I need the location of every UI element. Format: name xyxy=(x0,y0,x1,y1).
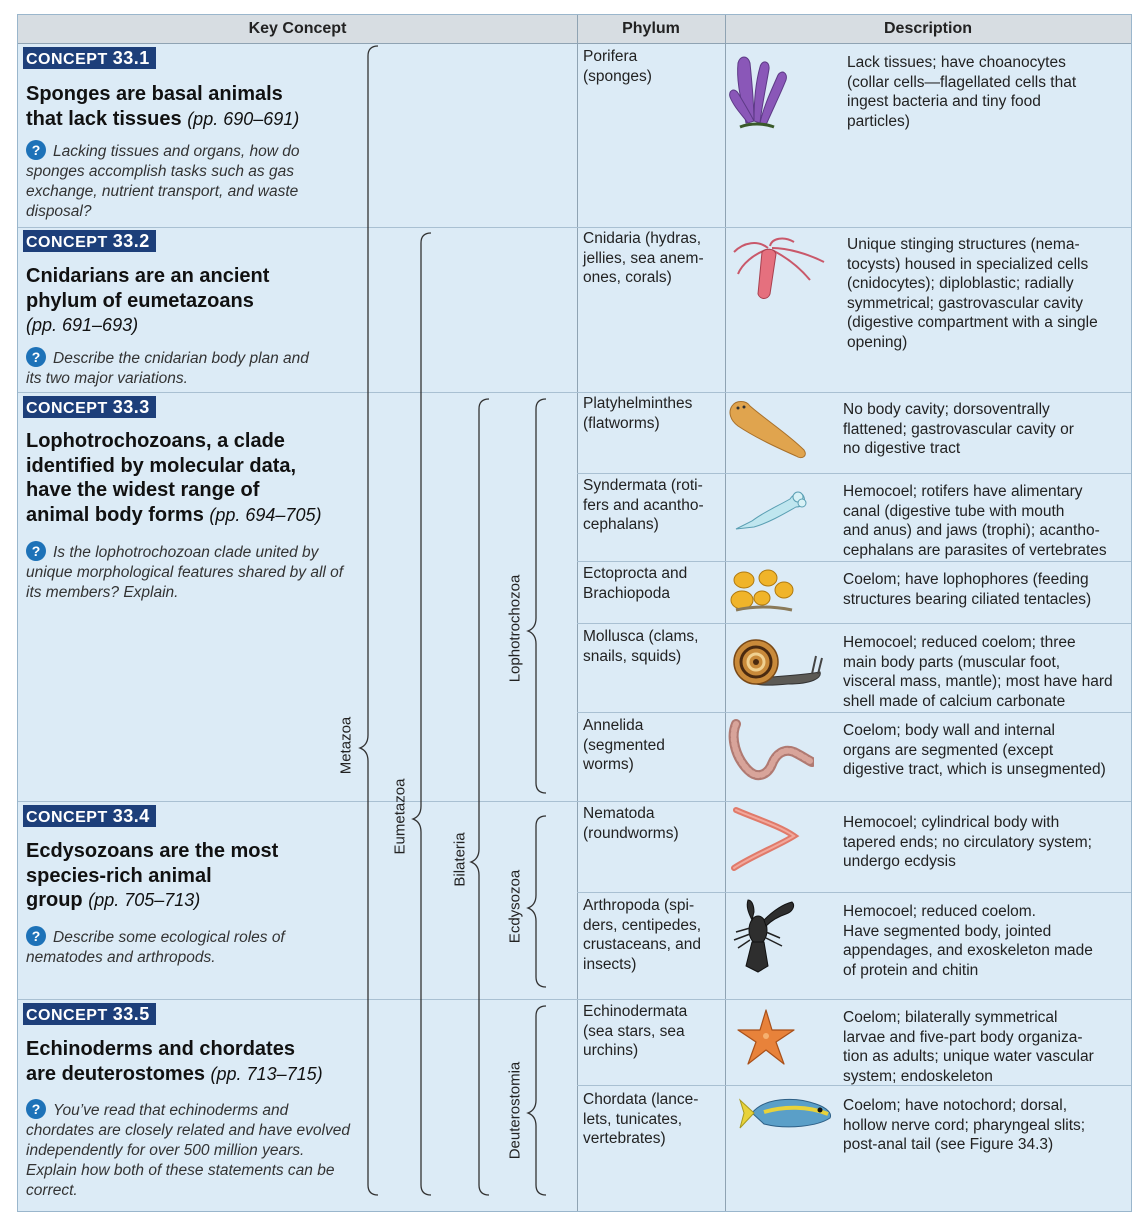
phylum-line: Echinodermata xyxy=(583,1003,688,1020)
clade-label-lophotrochozoa: Lophotrochozoa xyxy=(506,574,524,683)
phylum-line: Chordata (lance- xyxy=(583,1091,699,1108)
desc-line: (collar cells—flagellated cells that xyxy=(847,73,1077,91)
concept-number: 33.2 xyxy=(112,231,150,251)
desc-line: shell made of calcium carbonate xyxy=(843,692,1066,710)
phylum-line: Porifera xyxy=(583,48,638,65)
phylum-line: Platyhelminthes xyxy=(583,395,693,412)
desc-line: Hemocoel; reduced coelom. xyxy=(843,903,1036,920)
phylum-line: Arthropoda (spi- xyxy=(583,897,695,914)
header-phylum: Phylum xyxy=(577,15,725,44)
fish-icon xyxy=(738,1092,834,1134)
concept-pages: (pp. 694–705) xyxy=(209,504,322,525)
phylum-line: urchins) xyxy=(583,1042,639,1059)
desc-line: structures bearing ciliated tentacles) xyxy=(843,590,1092,608)
sea-star-icon xyxy=(734,1008,798,1068)
desc-line: tapered ends; no circulatory system; xyxy=(843,833,1092,851)
sponge-icon xyxy=(728,53,798,131)
desc-line: digestive tract, which is unsegmented) xyxy=(843,761,1106,778)
phylum-description xyxy=(843,902,1133,980)
concept-question-text: You’ve read that echinoderms and chordates are closely related and have evolved independently for over 500 million years. Explain how both of these statements can be correct. xyxy=(26,1102,350,1199)
phylum-line: (flatworms) xyxy=(583,414,660,432)
phylum-name xyxy=(583,564,723,603)
phylum-description xyxy=(847,53,1137,131)
phylum-line: Nematoda xyxy=(583,805,655,822)
concept-number: 33.3 xyxy=(112,397,150,417)
phylum-line: Cnidaria (hydras, xyxy=(583,230,702,247)
desc-line: tion as adults; unique water vascular xyxy=(843,1048,1094,1065)
desc-line: opening) xyxy=(847,333,908,351)
desc-line: undergo ecdysis xyxy=(843,853,956,870)
phylum-description xyxy=(843,813,1133,872)
concept-pages: (pp. 705–713) xyxy=(88,890,201,910)
phylum-line: Ectoprocta and xyxy=(583,565,688,582)
concept-title-line: species-rich animal xyxy=(26,864,212,887)
question-icon: ? xyxy=(26,926,46,946)
concept-number: 33.5 xyxy=(112,1004,150,1024)
phylum-line: fers and acantho- xyxy=(583,496,704,514)
question-icon: ? xyxy=(26,347,46,367)
concept-question-text: Describe the cnidarian body plan and its two major variations. xyxy=(26,350,309,387)
desc-line: main body parts (muscular foot, xyxy=(843,653,1061,671)
lophotrochozoa-bracket xyxy=(528,399,546,793)
phylum-line: ones, corals) xyxy=(583,269,672,286)
desc-line: appendages, and exoskeleton made xyxy=(843,942,1093,959)
flatworm-icon xyxy=(726,398,810,460)
header-key-concept: Key Concept xyxy=(18,15,577,44)
phylum-line: Brachiopoda xyxy=(583,584,671,602)
clade-label-bilateria: Bilateria xyxy=(451,832,469,887)
question-icon: ? xyxy=(26,140,46,160)
desc-line: hollow nerve cord; pharyngeal slits; xyxy=(843,1116,1086,1134)
concept-tag-label: CONCEPT xyxy=(26,51,108,68)
desc-line: system; endoskeleton xyxy=(843,1067,993,1085)
desc-line: post-anal tail (see Figure 34.3) xyxy=(843,1136,1054,1153)
phylum-line: cephalans) xyxy=(583,516,659,533)
metazoa-bracket xyxy=(360,46,378,1195)
desc-line: Unique stinging structures (nema- xyxy=(847,236,1080,253)
header-description: Description xyxy=(725,15,1131,44)
ecdysozoa-bracket xyxy=(528,816,546,987)
bilateria-bracket xyxy=(471,399,489,1195)
phylum-description xyxy=(843,482,1133,560)
concept-question-text: Lacking tissues and organs, how do sponges accomplish tasks such as gas exchange, nutrient transport, and waste disposal? xyxy=(26,143,300,220)
desc-line: Coelom; have notochord; dorsal, xyxy=(843,1097,1068,1114)
concept-title-line: are deuterostomes xyxy=(26,1062,205,1085)
phylum-line: ders, centipedes, xyxy=(583,916,702,934)
phylum-name xyxy=(583,896,723,974)
desc-line: visceral mass, mantle); most have hard xyxy=(843,673,1113,690)
desc-line: organs are segmented (except xyxy=(843,741,1054,759)
concept-title-line: that lack tissues xyxy=(26,107,182,130)
concept-tag-label: CONCEPT xyxy=(26,1007,108,1024)
concept-question-text: Describe some ecological roles of nematodes and arthropods. xyxy=(26,929,285,966)
concept-title-line: Ecdysozoans are the most xyxy=(26,840,279,862)
desc-line: tocysts) housed in specialized cells xyxy=(847,255,1089,273)
phylum-name xyxy=(583,716,723,775)
concept-tag-label: CONCEPT xyxy=(26,234,108,251)
phylum-line: snails, squids) xyxy=(583,647,682,665)
concept-pages: (pp. 691–693) xyxy=(26,315,139,335)
phylum-line: (roundworms) xyxy=(583,824,679,842)
phylum-name xyxy=(583,476,723,535)
phylum-description xyxy=(843,721,1133,780)
clade-label-deuterostomia: Deuterostomia xyxy=(506,1061,524,1160)
desc-line: no digestive tract xyxy=(843,440,961,457)
concept-number: 33.1 xyxy=(112,48,150,68)
phylum-line: Annelida xyxy=(583,717,644,734)
phylum-name xyxy=(583,627,723,666)
deuterostomia-bracket xyxy=(528,1006,546,1195)
desc-line: Hemocoel; cylindrical body with xyxy=(843,814,1060,831)
concept-pages: (pp. 690–691) xyxy=(187,108,300,129)
concept-title-line: phylum of eumetazoans xyxy=(26,289,254,312)
phylum-line: insects) xyxy=(583,955,637,973)
phylum-description xyxy=(843,400,1133,459)
concept-number: 33.4 xyxy=(112,806,150,826)
desc-line: and anus) and jaws (trophi); acantho- xyxy=(843,522,1100,539)
clade-label-ecdysozoa: Ecdysozoa xyxy=(506,869,524,944)
concept-tag-label: CONCEPT xyxy=(26,400,108,417)
phylum-name xyxy=(583,47,723,86)
phylum-line: jellies, sea anem- xyxy=(583,249,704,267)
concept-tag-label: CONCEPT xyxy=(26,809,108,826)
desc-line: (cnidocytes); diploblastic; radially xyxy=(847,275,1074,292)
desc-line: particles) xyxy=(847,112,910,130)
phylum-line: (segmented xyxy=(583,736,665,754)
desc-line: Coelom; have lophophores (feeding xyxy=(843,571,1089,588)
bryozoan-icon xyxy=(728,566,798,616)
phylum-line: Mollusca (clams, xyxy=(583,628,699,645)
desc-line: Hemocoel; reduced coelom; three xyxy=(843,634,1076,651)
desc-line: ingest bacteria and tiny food xyxy=(847,93,1041,110)
phylum-line: crustaceans, and xyxy=(583,936,702,953)
rotifer-icon xyxy=(732,485,808,535)
concept-title-line: Cnidarians are an ancient xyxy=(26,265,270,287)
eumetazoa-bracket xyxy=(413,233,431,1195)
concept-title-line: Echinoderms and chordates xyxy=(26,1038,295,1060)
lobster-icon xyxy=(730,898,800,976)
phylum-description xyxy=(843,1096,1133,1155)
concept-title-line: group xyxy=(26,889,83,911)
question-icon: ? xyxy=(26,1099,46,1119)
desc-line: Hemocoel; rotifers have alimentary xyxy=(843,483,1083,500)
phylum-line: Syndermata (roti- xyxy=(583,477,703,494)
phylum-description xyxy=(843,633,1133,711)
roundworm-icon xyxy=(730,806,800,872)
phylum-description xyxy=(843,1008,1133,1086)
phylum-description xyxy=(843,570,1133,609)
phylum-name xyxy=(583,1090,723,1149)
desc-line: larvae and five-part body organiza- xyxy=(843,1028,1083,1046)
concept-question-text: Is the lophotrochozoan clade united by unique morphological features shared by all of its members? Explain. xyxy=(26,544,344,601)
phylum-name xyxy=(583,229,723,288)
snail-icon xyxy=(728,636,824,688)
phylum-line: vertebrates) xyxy=(583,1130,666,1147)
concept-title-line: Sponges are basal animals xyxy=(26,83,283,105)
desc-line: canal (digestive tube with mouth xyxy=(843,502,1065,520)
concept-title-line: identified by molecular data, xyxy=(26,454,297,477)
desc-line: cephalans are parasites of vertebrates xyxy=(843,541,1107,559)
desc-line: (digestive compartment with a single xyxy=(847,314,1098,331)
phylum-name xyxy=(583,394,723,433)
clade-label-metazoa: Metazoa xyxy=(337,716,355,775)
desc-line: flattened; gastrovascular cavity or xyxy=(843,420,1074,438)
phylum-name xyxy=(583,804,723,843)
earthworm-icon xyxy=(728,718,814,782)
desc-line: Coelom; bilaterally symmetrical xyxy=(843,1009,1058,1026)
phylum-line: worms) xyxy=(583,756,634,773)
desc-line: No body cavity; dorsoventrally xyxy=(843,401,1050,418)
phylum-line: lets, tunicates, xyxy=(583,1110,683,1128)
phylum-name xyxy=(583,1002,723,1061)
desc-line: of protein and chitin xyxy=(843,961,979,979)
question-icon: ? xyxy=(26,541,46,561)
hydra-icon xyxy=(728,234,828,302)
desc-line: symmetrical; gastrovascular cavity xyxy=(847,294,1084,312)
concept-title-line: have the widest range of xyxy=(26,479,260,501)
desc-line: Coelom; body wall and internal xyxy=(843,722,1055,739)
clade-label-eumetazoa: Eumetazoa xyxy=(391,778,409,855)
phylum-line: (sponges) xyxy=(583,67,652,85)
phylum-line: (sea stars, sea xyxy=(583,1022,685,1040)
concept-title-line: Lophotrochozoans, a clade xyxy=(26,430,285,452)
concept-title-line: animal body forms xyxy=(26,503,204,526)
phylum-description xyxy=(847,235,1137,352)
desc-line: Lack tissues; have choanocytes xyxy=(847,54,1066,71)
desc-line: Have segmented body, jointed xyxy=(843,922,1052,940)
concept-pages: (pp. 713–715) xyxy=(210,1063,323,1084)
